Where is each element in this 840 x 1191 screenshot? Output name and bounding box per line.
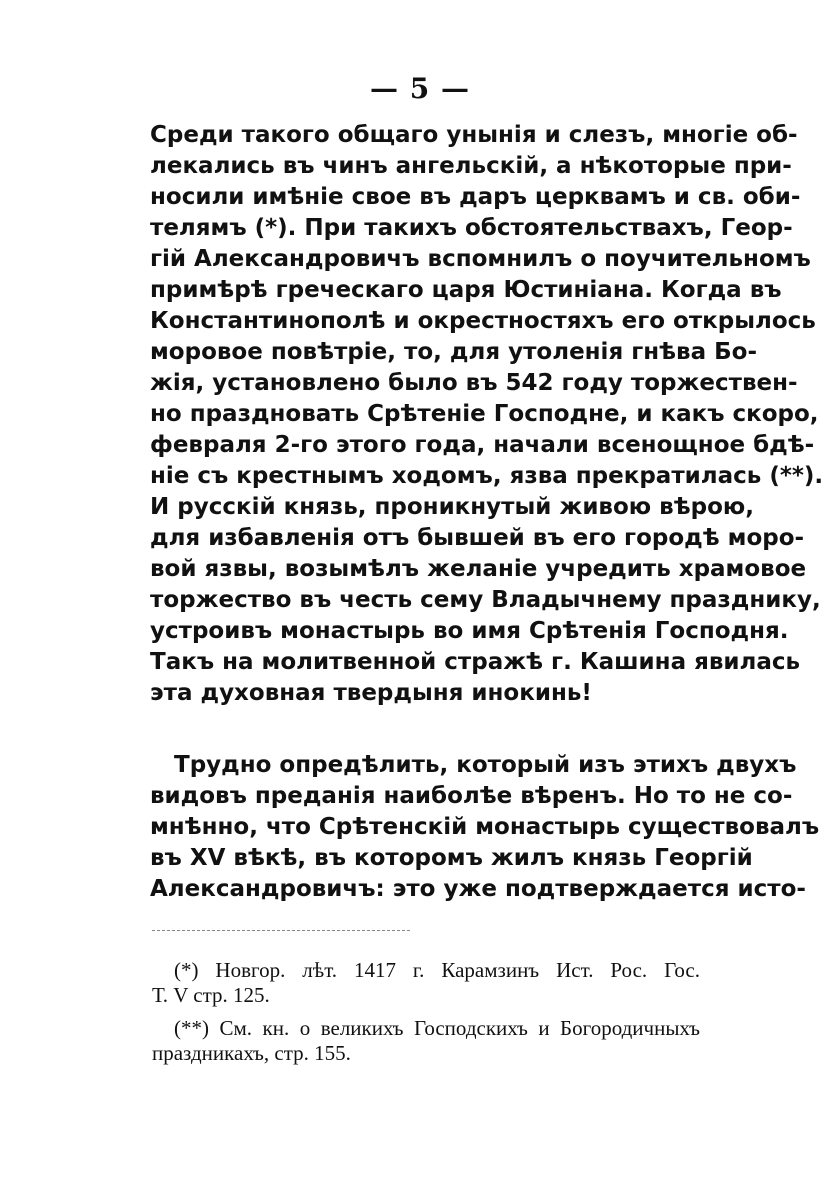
footnote-line: (*) Новгор. лѣт. 1417 г. Карамзинъ Ист. Рос. Гос. — [174, 958, 700, 982]
text-line: И русскій князь, проникнутый живою вѣрою, — [150, 494, 754, 520]
footnote-2 — [152, 1016, 700, 1066]
text-line: гій Александровичъ вспомнилъ о поучительномъ — [150, 246, 811, 272]
footnotes — [152, 958, 700, 1074]
text-line: Александровичъ: это уже подтверждается исто- — [150, 876, 806, 902]
text-line: Такъ на молитвенной стражѣ г. Кашина явилась — [150, 649, 801, 675]
paragraph-2 — [150, 750, 820, 905]
footnote-line: (**) См. кн. о великихъ Господскихъ и Богородичныхъ — [174, 1016, 700, 1040]
text-line: но праздновать Срѣтеніе Господне, и какъ скоро, — [150, 401, 819, 427]
text-line: примѣрѣ греческаго царя Юстиніана. Когда въ — [150, 277, 782, 303]
text-line: устроивъ монастырь во имя Срѣтенія Господня. — [150, 618, 789, 644]
text-line: февраля 2-го этого года, начали всенощное бдѣ- — [150, 432, 815, 458]
text-line: ніе съ крестнымъ ходомъ, язва прекратилась (**). — [150, 463, 824, 489]
text-line: вой язвы, возымѣлъ желаніе учредить храмовое — [150, 556, 807, 582]
text-line: видовъ преданія наиболѣе вѣренъ. Но то не со- — [150, 783, 793, 809]
footnote-1 — [152, 958, 700, 1008]
text-line: Константинополѣ и окрестностяхъ его открылось — [150, 308, 816, 334]
footnote-divider — [152, 930, 410, 931]
text-line: телямъ (*). При такихъ обстоятельствахъ, Геор- — [150, 215, 793, 241]
text-line: моровое повѣтріе, то, для утоленія гнѣва Бо- — [150, 339, 758, 365]
text-line: Трудно опредѣлить, который изъ этихъ двухъ — [174, 752, 797, 778]
page-number: — 5 — — [370, 72, 470, 105]
paragraph-1 — [150, 120, 824, 709]
text-line: эта духовная твердыня инокинь! — [150, 680, 592, 706]
text-line: для избавленія отъ бывшей въ его городѣ моро- — [150, 525, 805, 551]
text-line: Среди такого общаго унынія и слезъ, многіе об- — [150, 122, 798, 148]
text-line: жія, установлено было въ 542 году торжествен- — [150, 370, 798, 396]
footnote-line: праздникахъ, стр. 155. — [152, 1041, 351, 1065]
footnote-line: Т. V стр. 125. — [152, 983, 270, 1007]
text-line: лекались въ чинъ ангельскій, а нѣкоторые при- — [150, 153, 792, 179]
text-line: мнѣнно, что Срѣтенскій монастырь существовалъ — [150, 814, 820, 840]
text-line: носили имѣніе свое въ даръ церквамъ и св. оби- — [150, 184, 801, 210]
text-line: торжество въ честь сему Владычнему празднику, — [150, 587, 821, 613]
text-line: въ XV вѣкѣ, въ которомъ жилъ князь Георгій — [150, 845, 753, 871]
